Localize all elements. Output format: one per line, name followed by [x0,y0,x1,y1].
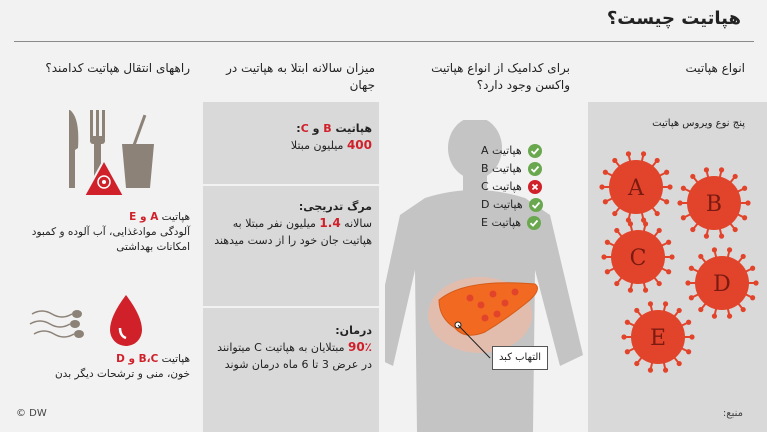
title-divider [14,41,754,42]
vaccine-item [481,160,561,178]
vaccine-label: هپاتیت B [481,162,522,175]
infected-text: میلیون مبتلا [290,139,347,152]
virus-letter: E [649,326,667,351]
column-heading-transmission: راههای انتقال هپاتیت کدامند؟ [45,61,190,75]
vaccine-label: هپاتیت C [481,180,522,193]
liver-callout: التهاب کبد [492,346,548,370]
virus-letter: A [628,176,644,201]
stat-treatment-text [212,339,372,373]
check-icon [528,144,542,158]
check-icon [529,198,543,212]
vaccine-item [481,214,561,232]
death-text: میلیون نفر مبتلا به هپاتیت جان خود را از دست میدهند [214,217,372,247]
virus-d [685,247,758,318]
blood-prefix: هپاتیت [158,353,190,365]
vaccine-list [481,142,561,232]
stat-infected-value [212,137,372,154]
death-number: 1.4 [319,216,341,230]
virus-letter: C [629,246,647,271]
vaccine-item [481,178,561,196]
food-letters: A و E [129,211,159,223]
column-heading-vaccine: برای کدامیک از انواع هپاتیت واکسن وجود دارد؟ [431,61,570,92]
treatment-text: مبتلایان به هپاتیت C میتوانند در عرض 3 تا 6 ماه درمان شوند [217,341,372,371]
heading-suffix: : [296,122,301,135]
page-title: هپاتیت چیست؟ [606,8,741,29]
vaccine-item [481,142,561,160]
stat-treatment [212,322,372,373]
check-icon [527,216,541,230]
vaccine-label: هپاتیت D [481,198,523,211]
transmission-food [14,210,190,255]
heading-prefix: هپاتیت [331,122,372,135]
divider [203,184,379,186]
letter-b: B [323,122,332,135]
virus-a [599,151,672,222]
column-heading-types: انواع هپاتیت [685,61,745,75]
stat-infected-heading [212,120,372,137]
cross-icon [528,180,542,194]
blood-sperm-icon [22,292,162,350]
vaccine-label: هپاتیت E [481,216,522,229]
divider [203,306,379,308]
virus-e [621,301,694,372]
check-icon [528,162,542,176]
virus-panel-label: پنج نوع ویروس هپاتیت [652,118,745,129]
transmission-blood-text: خون، منی و ترشحات دیگر بدن [54,368,190,380]
letter-c: C [300,122,309,135]
copyright: © DW [16,408,47,419]
stat-death-text [212,215,372,249]
virus-letter: D [713,272,731,297]
vaccine-item [481,196,561,214]
transmission-food-heading [14,210,190,225]
blood-letters: B،C و D [116,353,159,365]
stat-death [212,198,372,249]
stat-infected [212,120,372,154]
infected-number: 400 [346,138,372,152]
vaccine-label: هپاتیت A [481,144,522,157]
heading-and: و [308,122,324,135]
death-pre: سالانه [340,217,372,230]
food-water-icon [62,108,162,200]
treatment-number: 90٪ [347,340,372,354]
transmission-blood [14,352,190,382]
food-prefix: هپاتیت [158,211,190,223]
virus-c [601,221,674,292]
transmission-food-text: آلودگی موادغذایی، آب آلوده و کمبود امکانات بهداشتی [31,226,190,253]
virus-group [599,151,758,372]
virus-letter: B [705,192,723,217]
stat-treatment-heading: درمان: [335,324,372,337]
transmission-blood-heading [14,352,190,367]
source-label: منبع: [722,408,743,419]
stat-death-heading: مرگ تدریجی: [298,200,372,213]
column-heading-annual: میزان سالانه ابتلا به هپاتیت در جهان [226,61,375,92]
virus-b [677,167,750,238]
virus-illustration [588,135,767,425]
